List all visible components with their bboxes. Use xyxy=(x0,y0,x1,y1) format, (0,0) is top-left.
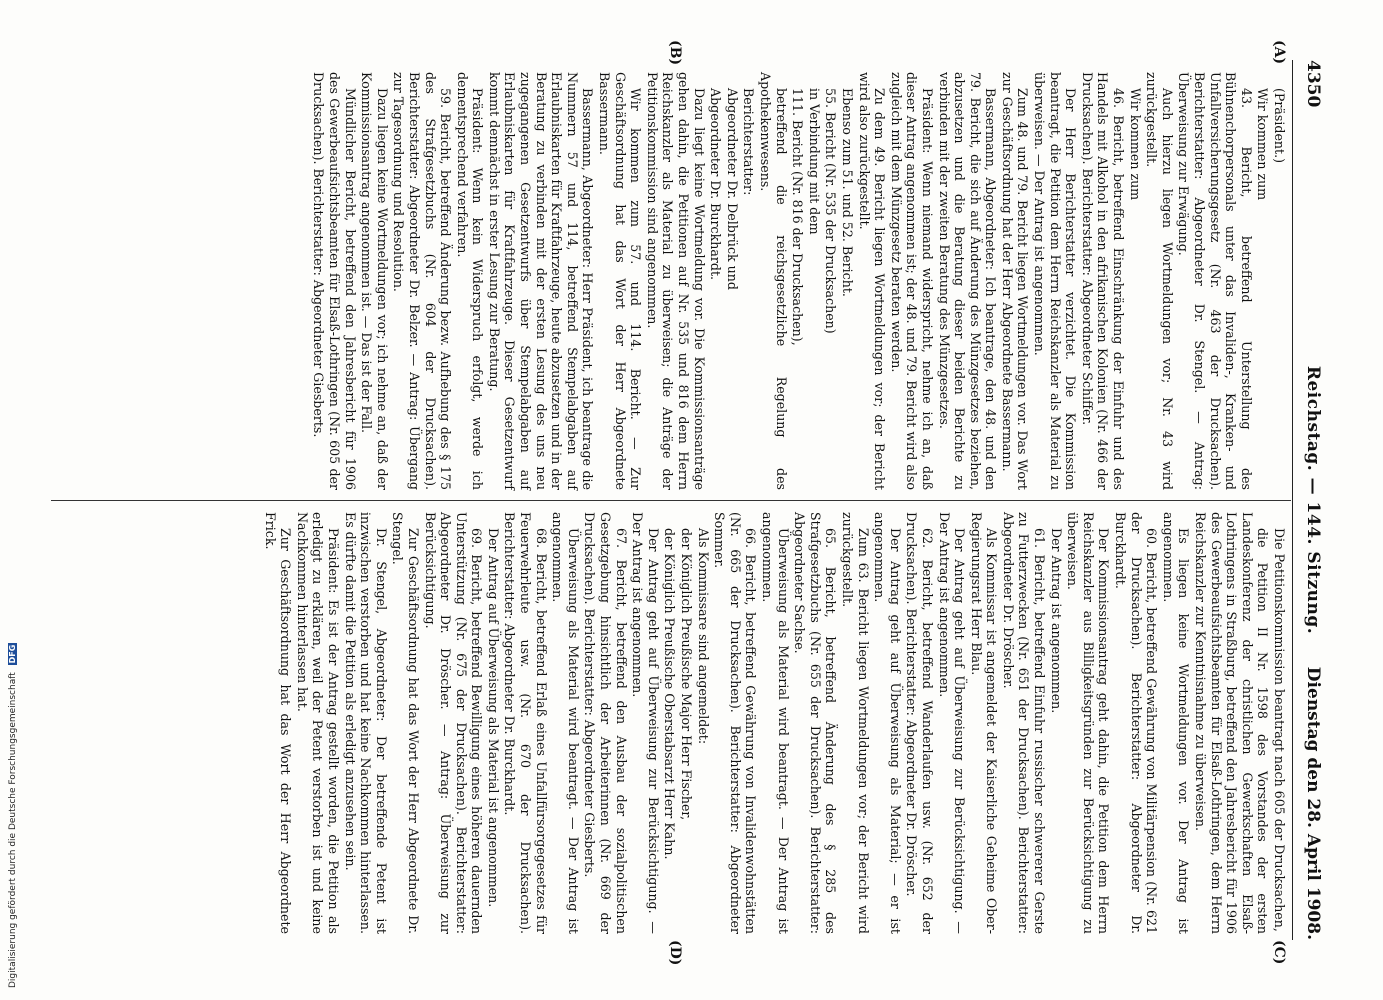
paragraph: Zu dem 49. Bericht liegen Wortmeldungen vor; der Bericht wird also zurückgestellt. xyxy=(856,72,888,490)
paragraph: Als Kommissare sind angemeldet: xyxy=(695,528,711,745)
paragraph: Dazu liegt keine Wortmeldung vor. Die Kommissionsanträge gehen dahin, die Petitionen auf Nr. 535 und 816 dem Herrn Reichskanzler als Material zu überweisen; die Anträge der Petitionskommission sind angenommen. xyxy=(644,72,707,490)
paragraph: Wir kommen zum xyxy=(1255,88,1271,201)
paragraph: 111. Bericht (Nr. 816 der Drucksachen), xyxy=(790,88,806,346)
paragraph: 43. Bericht, betreffend Unterstellung des Bühnenchorpersonals unter das Invaliden-, Kranken- und Unfallversicherungsgesetz (Nr. 463 der Drucksachen). Berichterstatter: Abgeordneter Dr. Stengel. — Antrag: Überweisung zur Erwägung. xyxy=(1176,72,1254,490)
right-column xyxy=(261,512,1287,934)
paragraph: Ebenso zum 51. und 52. Bericht. xyxy=(839,88,855,297)
paragraph: Zur Geschäftsordnung hat das Wort der Herr Abgeordnete Dr. Stengel. xyxy=(390,512,421,934)
paragraph: Auch hierzu liegen Wortmeldungen vor; Nr. 43 wird zurückgestellt. xyxy=(1144,72,1175,490)
paragraph: Dazu liegen keine Wortmeldungen vor; ich nehme an, daß der Kommissionsantrag angenommen ist. — Das ist der Fall. xyxy=(359,72,390,490)
paragraph: Die Petitionskommission beantragt nach 605 der Drucksachen, xyxy=(1272,528,1287,932)
left-column xyxy=(310,72,1287,490)
paragraph: 61. Bericht, betreffend Einfuhr russischer schwererer Gerste zu Futterzwecken (Nr. 651 der Drucksachen). Berichterstatter: Abgeordneter Dr. Dröscher. xyxy=(1000,512,1048,934)
paragraph: Der Antrag geht auf Überweisung als Material; — er ist angenommen. xyxy=(872,512,903,934)
paragraph: Wir kommen zum xyxy=(1127,88,1143,201)
session-date: Dienstag den 28. April 1908. xyxy=(1303,666,1323,940)
paragraph: Überweisung als Material wird beantragt. — Der Antrag ist angenommen. xyxy=(550,512,581,934)
paragraph: (Präsident.) xyxy=(1272,88,1287,164)
paragraph: 60. Bericht, betreffend Gewährung von Militärpension (Nr. 621 der Drucksachen). Berichterstatter: Abgeordneter Dr. Burckhardt. xyxy=(1113,512,1160,934)
paragraph: Überweisung als Material wird beantragt. — Der Antrag ist angenommen. xyxy=(760,512,791,934)
page-header xyxy=(1293,60,1323,940)
paragraph: Bassermann, Abgeordneter: Ich beantrage, den 48. und den 79. Bericht, die sich auf Änderung des Münzgesetzes beziehen, abzusetzen und die Beratung dieser beiden Berichte zu verbinden mit der zweiten Beratung des Münzgesetzes. xyxy=(936,72,999,490)
paragraph: Der Antrag geht auf Überweisung zur Berücksichtigung. — Der Antrag ist angenommen. xyxy=(630,512,661,934)
paragraph: Der Antrag ist angenommen. xyxy=(1048,528,1064,714)
paragraph: Der Herr Berichterstatter verzichtet. Die Kommission beantragt, die Petition dem Herrn Reichskanzler als Material zu überweisen. — Der Antrag ist angenommen. xyxy=(1032,72,1079,490)
paragraph: Es liegen keine Wortmeldungen vor. Der Antrag ist angenommen. xyxy=(1160,512,1192,934)
paragraph: Zur Geschäftsordnung hat das Wort der Herr Abgeordnete Frick. xyxy=(262,512,294,934)
paragraph: 67. Bericht, betreffend den Ausbau der sozialpolitischen Gesetzgebung hinsichtlich der Arbeiterinnen (Nr. 669 der Drucksachen). Berichterstatter: Abgeordneter Giesberts. xyxy=(582,512,629,934)
paragraph: 46. Bericht, betreffend Einschränkung der Einfuhr und des Handels mit Alkohol in den afrikanischen Kolonien (Nr. 466 der Drucksachen). Berichterstatter: Abgeordneter Schiffer. xyxy=(1079,72,1127,490)
credit-text: Digitalisierung gefördert durch die Deutsche Forschungsgemeinschaft xyxy=(8,672,18,988)
paragraph: Abgeordneter Dr. Delbrück und xyxy=(724,88,740,290)
paragraph: Dr. Stengel, Abgeordneter: Der betreffende Petent ist inzwischen verstorben und hat keine Nachkommen hinterlassen. Es dürfte damit die Petition als erledigt anzusehen sein. xyxy=(342,512,389,934)
paragraph: Der Antrag auf Überweisung als Material ist angenommen. xyxy=(485,528,501,908)
margin-marker-b: (B) xyxy=(667,40,683,66)
paragraph: 68. Bericht, betreffend Erlaß eines Unfallfürsorgegesetzes für Feuerwehrleute usw. (Nr. 670 der Drucksachen). Berichterstatter: Abgeordneter Dr. Burckhardt. xyxy=(502,512,549,934)
paragraph: 66. Bericht, betreffend Gewährung von Invalidenwohnstätten (Nr. 665 der Drucksachen). Berichterstatter: Abgeordneter Sommer. xyxy=(712,512,759,934)
paragraph: Der Kommissionsantrag geht dahin, die Petition dem Herrn Reichskanzler aus Billigkeitsgründen zur Berücksichtigung zu überweisen. xyxy=(1065,512,1112,934)
paragraph: Berichterstatter: xyxy=(741,88,757,196)
paragraph: Präsident: Wenn niemand widerspricht, nehme ich an, daß dieser Antrag angenommen ist; der 48. und 79. Bericht wird also zugleich mit dem Münzgesetz beraten werden. xyxy=(888,72,935,490)
paragraph: Mündlicher Bericht, betreffend den Jahresbericht für 1906 des Gewerbeaufsichtsbeamten für Elsaß-Lothringen (Nr. 605 der Drucksachen). Berichterstatter: Abgeordneter Giesberts. xyxy=(311,72,358,490)
paragraph: der Königlich Preußische Oberstabsarzt Herr Kahn. xyxy=(662,528,678,860)
paragraph: Abgeordneter Dr. Burckhardt. xyxy=(708,88,724,281)
paragraph: Zum 63. Bericht liegen Wortmeldungen vor; der Bericht wird zurückgestellt. xyxy=(839,512,871,934)
paragraph: 59. Bericht, betreffend Änderung bezw. Aufhebung des § 175 des Strafgesetzbuchs (Nr. 604 der Drucksachen). Berichterstatter: Abgeordneter Dr. Belzer. — Antrag: Übergang zur Tagesordnung und Resolution. xyxy=(391,72,454,490)
margin-marker-d: (D) xyxy=(667,940,683,966)
paragraph: betreffend die reichsgesetzliche Regelung des Apothekenwesens. xyxy=(758,72,789,490)
digitization-credit xyxy=(6,388,18,988)
margin-marker-a: (A) xyxy=(1271,40,1287,65)
column-divider xyxy=(51,500,1291,501)
paragraph: Bassermann, Abgeordneter: Herr Präsident, ich beantrage die Nummern 57 und 114, betreffend Stempelabgaben auf Erlaubniskarten für Kraftfahrzeuge, heute abzusetzen und in der Beratung zu verbinden mit der ersten Lesung des uns neu zugegangenen Gesetzentwurfs über Stempelabgaben auf Erlaubniskarten für Kraftfahrzeuge. Dieser Gesetzentwurf kommt demnächst in erster Lesung zur Beratung. xyxy=(486,72,596,490)
paragraph: Präsident: Es ist der Antrag gestellt worden, die Petition als erledigt zu erklären, weil der Petent verstorben ist und keine Nachkommen hinterlassen hat. xyxy=(294,512,341,934)
dfg-logo: DFG xyxy=(8,644,17,664)
paragraph: 55. Bericht (Nr. 535 der Drucksachen) xyxy=(823,88,839,334)
header-rule xyxy=(1292,60,1293,940)
paragraph: 62. Bericht, betreffend Wanderlaufen usw. (Nr. 652 der Drucksachen). Berichterstatter: Abgeordneter Dr. Dröscher. xyxy=(904,512,935,934)
paragraph: der Königlich Preußische Major Herr Fischer, xyxy=(679,528,695,821)
paragraph: in Verbindung mit dem xyxy=(806,88,822,235)
margin-marker-c: (C) xyxy=(1271,940,1287,965)
paragraph: 69. Bericht, betreffend Bewilligung eines höheren dauernden Unterstützung (Nr. 675 der Drucksachen). Berichterstatter: Abgeordneter Dr. Dröscher. — Antrag: Überweisung zur Berücksichtigung. xyxy=(422,512,485,934)
paragraph: Präsident: Wenn kein Widerspruch erfolgt, werde ich dementsprechend verfahren. xyxy=(454,72,486,490)
paragraph: die Petition II Nr. 1598 des Vorstandes der ersten Landeskonferenz der christlichen Gewerkschaften Elsaß-Lothringens in Straßburg, betreffend den Jahresbericht für 1906 des Gewerbeaufsichtsbeamten für Elsaß-Lothringen, dem Herrn Reichskanzler zur Kenntnisnahme zu überweisen. xyxy=(1193,512,1271,934)
paragraph: Wir kommen zum 57. und 114. Bericht. — Zur Geschäftsordnung hat das Wort der Herr Abgeordnete Bassermann. xyxy=(597,72,644,490)
paragraph: Zum 48. und 79. Bericht liegen Wortmeldungen vor. Das Wort zur Geschäftsordnung hat der Herr Abgeordnete Bassermann. xyxy=(999,72,1031,490)
paragraph: Der Antrag geht auf Überweisung zur Berücksichtigung. — Der Antrag ist angenommen. xyxy=(936,512,968,934)
paragraph: Als Kommissar ist angemeldet der Kaiserliche Geheime Ober-Regierungsrat Herr Blau. xyxy=(968,512,1000,934)
page-number: 4350 xyxy=(1303,60,1323,108)
session-title: Reichstag. — 144. Sitzung. xyxy=(1303,365,1323,635)
paragraph: 65. Bericht, betreffend Änderung des § 285 des Strafgesetzbuchs (Nr. 655 der Drucksachen). Berichterstatter: Abgeordneter Sachse. xyxy=(792,512,839,934)
